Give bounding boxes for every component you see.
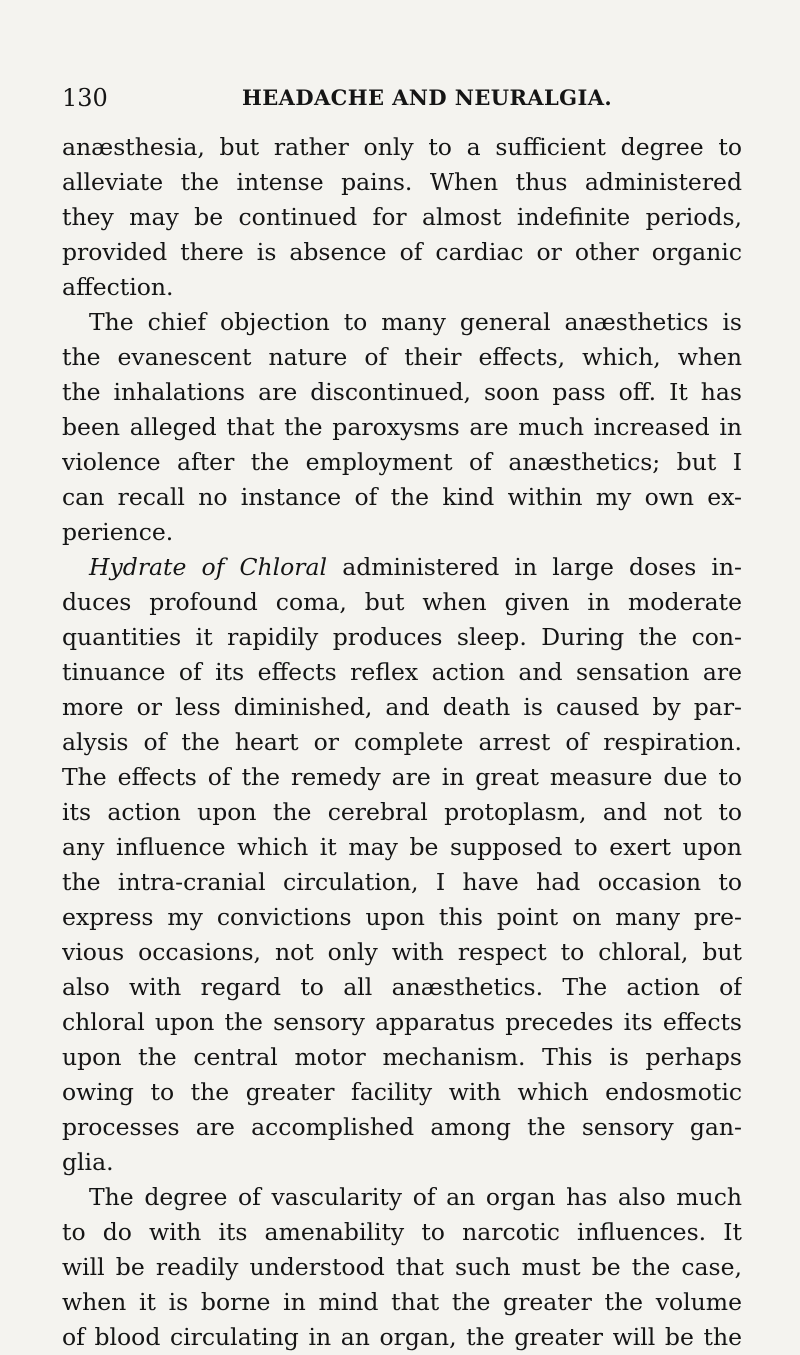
text-line: processes are accomplished among the sensory gan- (62, 1113, 742, 1141)
text-line: upon the central motor mechanism. This is perhaps (62, 1043, 742, 1071)
text-line: glia. (62, 1148, 114, 1176)
text-line-rest: administered in large doses in- (327, 553, 742, 581)
text-line: the evanescent nature of their effects, which, when (62, 343, 742, 371)
text-line: will be readily understood that such must be the case, (62, 1253, 742, 1281)
text-line: also with regard to all anæsthetics. The action of (62, 973, 742, 1001)
page-number: 130 (62, 84, 108, 112)
text-line: the inhalations are discontinued, soon pass off. It has (62, 378, 742, 406)
text-line: quantities it rapidily produces sleep. During the con- (62, 623, 742, 651)
body-text (62, 130, 742, 1355)
text-line: when it is borne in mind that the greater the volume (62, 1288, 742, 1316)
text-line: perience. (62, 518, 174, 546)
text-line: chloral upon the sensory apparatus precedes its effects (62, 1008, 742, 1036)
text-line: any influence which it may be supposed to exert upon (62, 833, 742, 861)
page-header (62, 81, 742, 121)
text-line: The degree of vascularity of an organ has also much (89, 1183, 742, 1211)
text-line: can recall no instance of the kind within my own ex- (62, 483, 742, 511)
text-line: been alleged that the paroxysms are much increased in (62, 413, 742, 441)
text-line: express my convictions upon this point on many pre- (62, 903, 742, 931)
text-line: more or less diminished, and death is caused by par- (62, 693, 742, 721)
text-line: alysis of the heart or complete arrest of respiration. (62, 728, 742, 756)
text-line: vious occasions, not only with respect to chloral, but (62, 938, 742, 966)
italic-term: Hydrate of Chloral (89, 553, 328, 581)
text-line: provided there is absence of cardiac or other organic (62, 238, 742, 266)
text-line: they may be continued for almost indefinite periods, (62, 203, 742, 231)
text-line: anæsthesia, but rather only to a sufficient degree to (62, 133, 742, 161)
text-line: The chief objection to many general anæsthetics is (89, 308, 742, 336)
text-line: affection. (62, 273, 174, 301)
text-line: alleviate the intense pains. When thus administered (62, 168, 742, 196)
text-line: violence after the employment of anæsthetics; but I (62, 448, 742, 476)
running-head: HEADACHE AND NEURALGIA. (242, 85, 613, 110)
text-line: duces profound coma, but when given in moderate (62, 588, 742, 616)
text-line (62, 550, 742, 585)
text-line: The effects of the remedy are in great measure due to (62, 763, 742, 791)
text-line: its action upon the cerebral protoplasm, and not to (62, 798, 742, 826)
text-line: the intra-cranial circulation, I have had occasion to (62, 868, 742, 896)
text-line: of blood circulating in an organ, the greater will be the (62, 1323, 742, 1351)
text-line: owing to the greater facility with which endosmotic (62, 1078, 742, 1106)
text-line: tinuance of its effects reflex action and sensation are (62, 658, 742, 686)
text-line: to do with its amenability to narcotic influences. It (62, 1218, 742, 1246)
